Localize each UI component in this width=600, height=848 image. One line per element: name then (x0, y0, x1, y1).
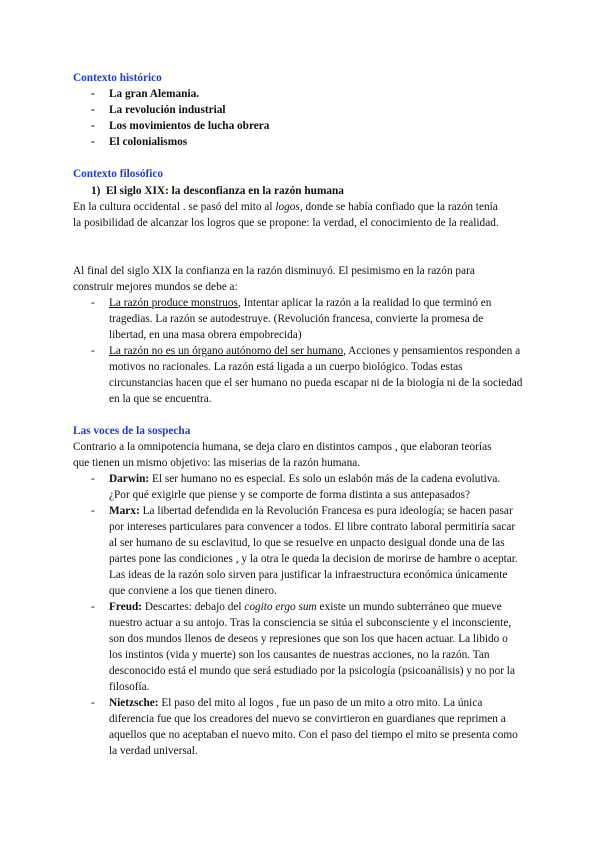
list-pesimismo (91, 295, 523, 407)
list-item-freud: - Freud: Descartes: debajo del cogito ergo sum existe un mundo subterráneo que mueve nuestro actuar a su antojo. Tras la consciencia se sitúa el subconsciente y el inconsciente, son dos mundos llenos de deseos y represiones que son los que hacen actuar. La libido o los instintos (vida y muerte) son los causantes de nuestras acciones, no la razón. Tan desconocido está el mundo que será estudiado por la psicología (psicoanálisis) y no por la filosofía. (91, 599, 523, 695)
heading-contexto-filosofico: Contexto filosófico (73, 168, 164, 180)
list-contexto-historico (91, 86, 491, 150)
list-item: - La razón no es un órgano autónomo del ser humano, Acciones y pensamientos responden a motivos no racionales. La razón está ligada a un cuerpo biológico. Todas estas circunstancias hacen que el ser humano no pueda escapar ni de la biología ni de la sociedad en la que se encuentra. (91, 343, 523, 407)
subheading-siglo-xix: 1) El siglo XIX: la desconfianza en la razón humana (91, 185, 344, 197)
list-item: - La gran Alemania. (91, 86, 491, 102)
list-item-marx: - Marx: La libertad defendida en la Revolución Francesa es pura ideología; se hacen pasar por intereses particulares para convencer a todos. El libre contrato laboral permitiría sacar al ser humano de su esclavitud, lo que se resuelve en unpacto desigual donde una de las partes pone las condiciones , y la otra le queda la decision de morirse de hambre o aceptar. Las ideas de la razón solo sirven para justificar la infraestructura económica únicamente que conviene a los que tienen dinero. (91, 503, 523, 599)
paragraph-pesimismo: Al final del siglo XIX la confianza en la razón disminuyó. El pesimismo en la razón para construir mejores mundos se debe a: (73, 265, 475, 293)
heading-voces-sospecha: Las voces de la sospecha (73, 425, 191, 437)
list-item: - La revolución industrial (91, 102, 491, 118)
heading-contexto-historico: Contexto histórico (73, 72, 162, 84)
paragraph-logos: En la cultura occidental . se pasó del mito al logos, donde se había confiado que la razón tenía la posibilidad de alcanzar los logros que se propone: la verdad, el conocimiento de la realidad. (73, 201, 499, 229)
list-voces (91, 471, 523, 759)
paragraph-voces-intro: Contrario a la omnipotencia humana, se deja claro en distintos campos , que elaboran teorías que tienen un mismo objetivo: las miserias de la razón humana. (73, 441, 492, 469)
list-item: - La razón produce monstruos, Intentar aplicar la razón a la realidad lo que terminó en tragedias. La razón se autodestruye. (Revolución francesa, convierte la promesa de libertad, en una masa obrera empobrecida) (91, 295, 523, 343)
list-item: - El colonialismos (91, 134, 491, 150)
list-item-nietzsche: - Nietzsche: El paso del mito al logos , fue un paso de un mito a otro mito. La única diferencia fue que los creadores del nuevo se convirtieron en guardianes que reprimen a aquellos que no aceptaban el nuevo mito. Con el paso del tiempo el mito se presenta como la verdad universal. (91, 695, 523, 759)
list-item-darwin: - Darwin: El ser humano no es especial. Es solo un eslabón más de la cadena evolutiva. ¿Por qué exigirle que piense y se comporte de forma distinta a sus antepasados? (91, 471, 523, 503)
list-item: - Los movimientos de lucha obrera (91, 118, 491, 134)
